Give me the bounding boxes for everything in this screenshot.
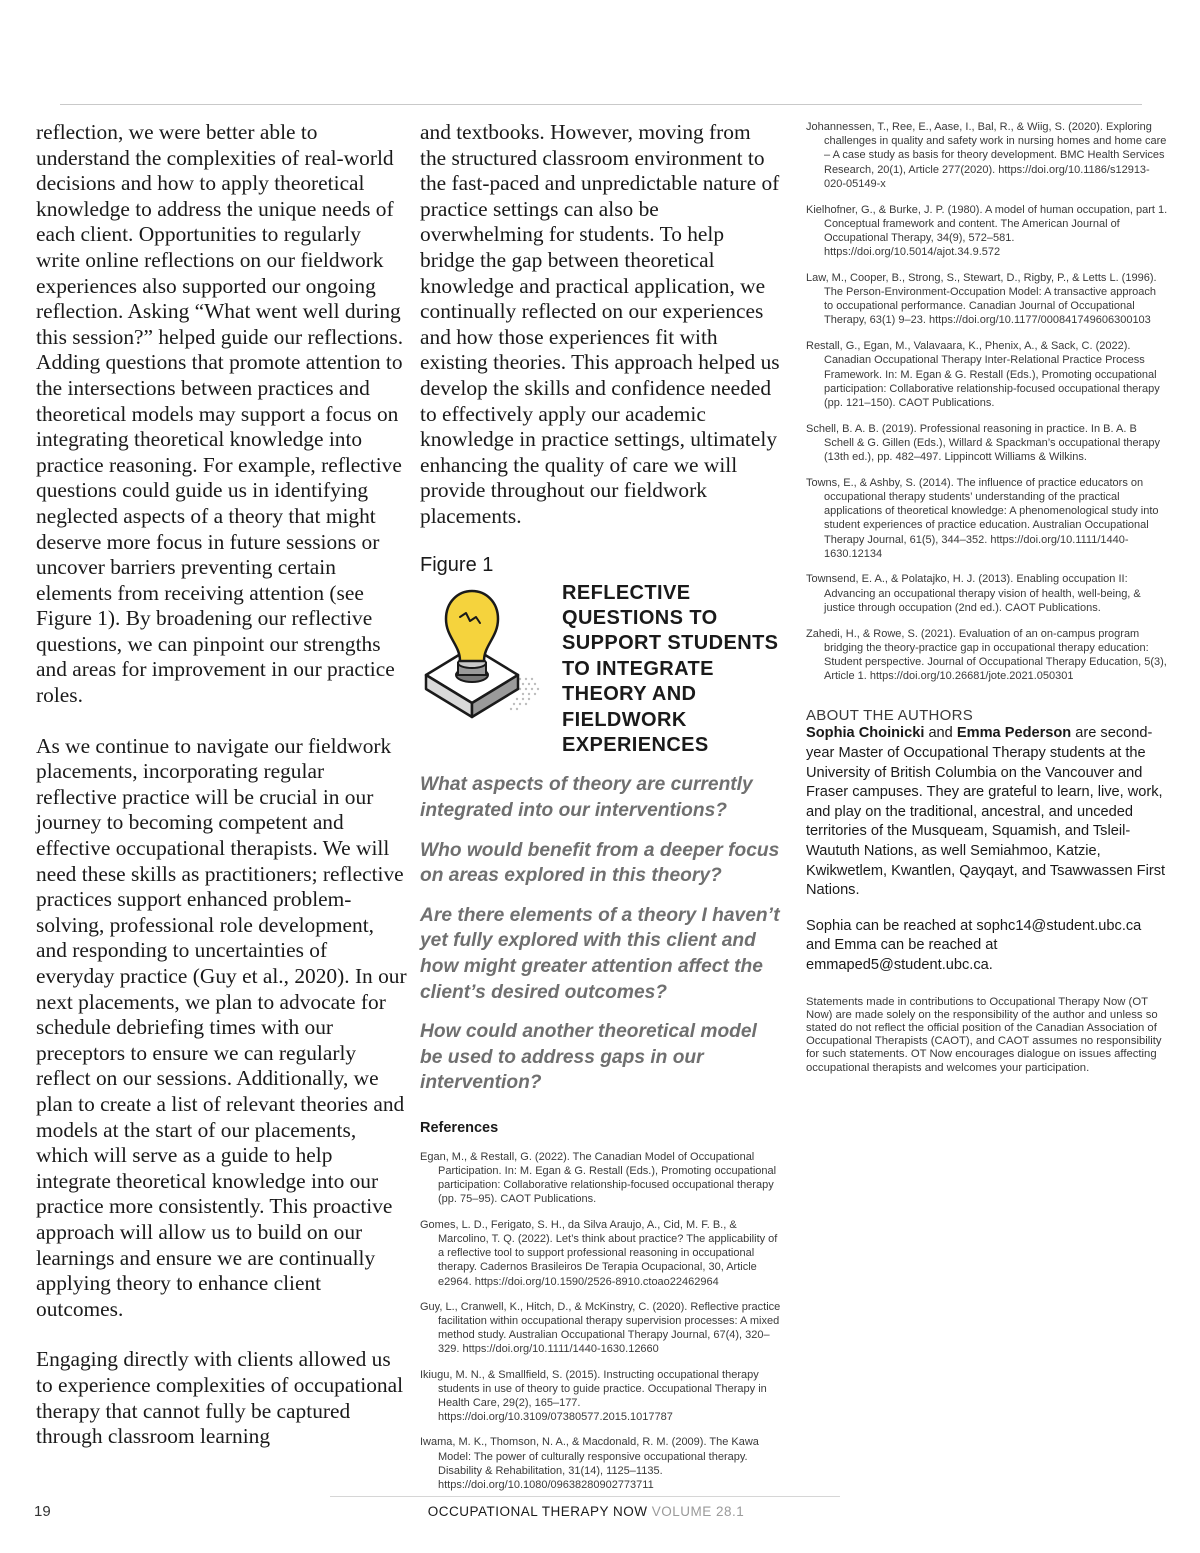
reference-entry: Egan, M., & Restall, G. (2022). The Canadian Model of Occupational Participation. In: M. Egan & G. Restall (Eds.), Promoting occupational participation: Collaborative relationship-focused occupational therapy (pp. 75–95). CAOT Publications.	[420, 1150, 777, 1206]
reference-entry: Townsend, E. A., & Polatajko, H. J. (2013). Enabling occupation II: Advancing an occupational therapy vision of health, well-being, & justice through occupation (2nd ed.). CAOT Publications.	[806, 573, 1141, 614]
reference-entry: Gomes, L. D., Ferigato, S. H., da Silva Araujo, A., Cid, M. F. B., & Marcolino, T. Q. (2022). Let’s think about practice? The applicability of a reflective tool to support professional reasoning in occupational therapy. Cadernos Brasileiros De Terapia Ocupacional, 30, Article e2964. https://doi.org/10.1590/2526-8910.ctoao22462964	[420, 1218, 778, 1288]
body-paragraph: As we continue to navigate our fieldwork placements, incorporating regular reflective practice will be crucial in our journey to becoming competent and effective occupational therapists. We will need these skills as practitioners; reflective practices support enhanced problem-solving, professional role development, and responding to uncertainties of everyday practice (Guy et al., 2020). In our next placements, we plan to advocate for schedule debriefing times with our preceptors to ensure we can regularly reflect on our sessions. Additionally, we plan to create a list of relevant theories and models at the start of our placements, which will serve as a guide to help integrate theoretical knowledge into our practice more consistently. This proactive approach will allow us to build on our learnings and ensure we are continually applying theory to enhance client outcomes.	[36, 733, 407, 1321]
body-paragraph: and textbooks. However, moving from the structured classroom environment to the fast-paced and unpredictable nature of practice settings can also be overwhelming for students. To help bridge the gap between theoretical knowledge and practical application, we continually reflected on our experiences and how those experiences fit with existing theories. This approach helped us develop the skills and confidence needed to effectively apply our academic knowledge in practice settings, ultimately enhancing the quality of care we will provide throughout our fieldwork placements.	[420, 120, 780, 528]
bio-text: are second-year Master of Occupational Therapy students at the University of British Columbia on the Vancouver and Fraser campuses. They are grateful to learn, live, work, and play on the traditional, ancestral, and unceded territories of the Musqueam, Squamish, and Tsleil-Waututh Nations, as well Semiahmoo, Katzie, Kwikwetlem, Kwantlen, Qayqayt, and Tsawwassen First Nations.	[806, 725, 1166, 899]
references-heading: References	[420, 1119, 499, 1136]
top-rule	[60, 104, 1142, 105]
author-contact: Sophia can be reached at sophc14@student.ubc.ca and Emma can be reached at emmaped5@student.ubc.ca.	[806, 917, 1142, 973]
reference-entry: Iwama, M. K., Thomson, N. A., & Macdonald, R. M. (2009). The Kawa Model: The power of culturally responsive occupational therapy. Disability & Rehabilitation, 31(14), 1125–1135. https://doi.org/10.1080/09638280902773711	[420, 1436, 759, 1491]
publication-footer	[0, 1504, 1172, 1519]
reference-entry: Kielhofner, G., & Burke, J. P. (1980). A model of human occupation, part 1. Conceptual framework and content. The American Journal of Occupational Therapy, 34(9), 572–581. https://doi.org/10.5014/ajot.34.9.572	[806, 203, 1168, 259]
reflective-question: How could another theoretical model be used to address gaps in our intervention?	[420, 1021, 757, 1094]
reflective-question: What aspects of theory are currently integrated into our interventions?	[420, 774, 753, 821]
reference-entry: Law, M., Cooper, B., Strong, S., Stewart, D., Rigby, P., & Letts L. (1996). The Person-Environment-Occupation Model: A transactive approach to occupational performance. Canadian Journal of Occupational Therapy, 63(1) 9–23. https://doi.org/10.1177/000841749606300103	[806, 271, 1157, 327]
reference-entry: Towns, E., & Ashby, S. (2014). The influence of practice educators on occupational therapy students’ understanding of the practical applications of theoretical knowledge: A phenomenological study into student experiences of practice education. Australian Occupational Therapy Journal, 61(5), 344–352. https://doi.org/10.1111/1440-1630.12134	[806, 476, 1159, 560]
footer-rule	[330, 1496, 840, 1497]
reference-entry: Zahedi, H., & Rowe, S. (2021). Evaluation of an on-campus program bridging the theory-practice gap in occupational therapy education: Student perspective. Journal of Occupational Therapy Education, 5(3), Article 1. https://doi.org/10.26681/jote.2021.050301	[806, 627, 1167, 683]
reflective-question: Who would benefit from a deeper focus on areas explored in this theory?	[420, 839, 780, 887]
column-2	[420, 120, 782, 1503]
about-authors-heading: ABOUT THE AUTHORS	[806, 707, 974, 725]
body-paragraph: reflection, we were better able to understand the complexities of real-world decisions and how to apply theoretical knowledge to address the unique needs of each client. Opportunities to regularly write online reflections on our fieldwork experiences also supported our ongoing reflection. Asking “What went well during this session?” helped guide our reflections. Adding questions that promote attention to the intersections between practices and theoretical models may support a focus on integrating theoretical knowledge into practice reasoning. For example, reflective questions could guide us in identifying neglected aspects of a theory that might deserve more focus in future sessions or uncover barriers preventing certain elements from receiving attention (see Figure 1). By broadening our reflective questions, we can pinpoint our strengths and areas for improvement in our practice roles.	[36, 120, 404, 708]
author-bio	[806, 724, 1168, 900]
reflective-question: Are there elements of a theory I haven’t yet fully explored with this client and how might greater attention affect the client’s desired outcomes?	[420, 904, 780, 1003]
figure-label: Figure 1	[420, 553, 494, 576]
author-name: Sophia Choinicki	[806, 725, 925, 742]
publication-title: OCCUPATIONAL THERAPY NOW	[427, 1504, 648, 1519]
reference-entry: Restall, G., Egan, M., Valavaara, K., Phenix, A., & Sack, C. (2022). Canadian Occupational Therapy Inter-Relational Practice Process Framework. In: M. Egan & G. Restall (Eds.), Promoting occupational participation: Collaborative relationship-focused occupational therapy (pp. 121–150). CAOT Publications.	[806, 340, 1160, 409]
column-3	[806, 120, 1168, 1075]
and-text: and	[924, 725, 957, 742]
column-1	[36, 120, 408, 1475]
volume-label: VOLUME 28.1	[651, 1504, 745, 1519]
reference-entry: Johannessen, T., Ree, E., Aase, I., Bal, R., & Wiig, S. (2020). Exploring challenges in quality and safety work in nursing homes and home care – A case study as basis for theory development. BMC Health Services Research, 20(1), Article 277(2020). https://doi.org/10.1186/s12913-020-05149-x	[806, 121, 1167, 190]
figure-header	[420, 583, 782, 759]
about-authors	[806, 724, 1168, 975]
page-number: 19	[34, 1503, 51, 1520]
reference-entry: Schell, B. A. B. (2019). Professional reasoning in practice. In B. A. B Schell & G. Gillen (Eds.), Willard & Spackman’s occupational therapy (13th ed.), pp. 482–497. Lippincott Williams & Wilkins.	[806, 422, 1161, 464]
reference-entry: Ikiugu, M. N., & Smallfield, S. (2015). Instructing occupational therapy students in use of theory to guide practice. Occupational Therapy in Health Care, 29(2), 165–177. https://doi.org/10.3109/07380577.2015.1017787	[420, 1368, 767, 1424]
disclaimer: Statements made in contributions to Occupational Therapy Now (OT Now) are made solely on the responsibility of the author and unless so stated do not reflect the official position of the Canadian Association of Occupational Therapists (CAOT), and CAOT assumes no responsibility for such statements. OT Now encourages dialogue on issues affecting occupational therapists and welcomes your participation.	[806, 995, 1162, 1074]
figure-title: REFLECTIVE QUESTIONS TO SUPPORT STUDENTS TO INTEGRATE THEORY AND FIELDWORK EXPERIENCES	[562, 581, 779, 756]
figure-questions	[420, 772, 782, 1096]
reference-entry: Guy, L., Cranwell, K., Hitch, D., & McKinstry, C. (2020). Reflective practice facilitation within occupational therapy supervision processes: A mixed method study. Australian Occupational Therapy Journal, 67(4), 320–329. https://doi.org/10.1111/1440-1630.12660	[420, 1300, 781, 1356]
body-paragraph: Engaging directly with clients allowed us to experience complexities of occupational therapy that cannot fully be captured through classroom learning	[36, 1347, 404, 1449]
lightbulb-button-icon	[420, 583, 560, 723]
author-name: Emma Pederson	[956, 725, 1072, 742]
